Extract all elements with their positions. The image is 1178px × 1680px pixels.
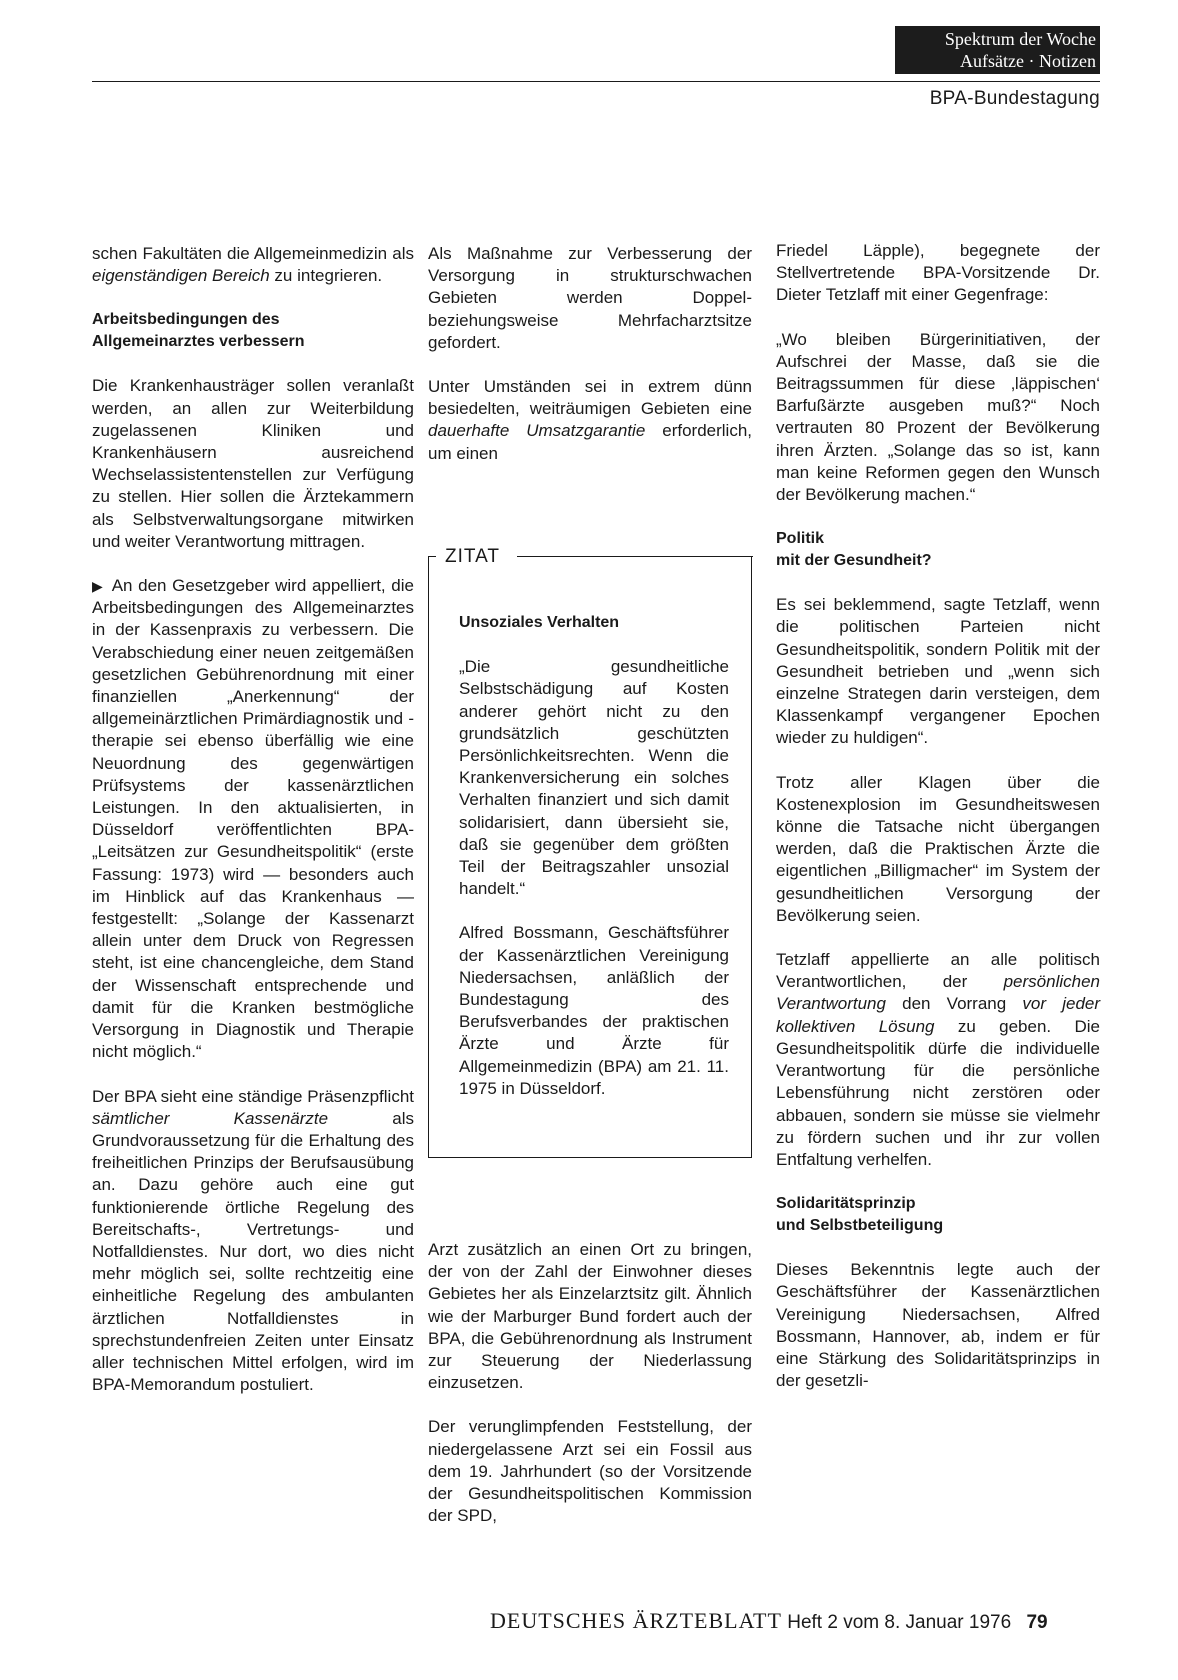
quote-box bbox=[428, 546, 752, 1158]
text: zu geben. Die Gesundheitspolitik dürfe die individuelle Verantwortung für die persönliche Lebensführung nicht zerstören oder abbauen, sondern sie müsse sie vielmehr zu fördern suchen und ihr zur vollen Entfaltung verhelfen. bbox=[776, 1016, 1100, 1169]
text: erforderlich, um einen bbox=[428, 421, 753, 463]
quote-text: „Die gesundheitliche Selbstschädigung auf Kosten anderer gehört nicht zu den grundsätzlich geschützten Persönlichkeitsrechten. Wenn die Krankenversicherung ein solches Verhalten finanziert und sich damit solidarisiert, dann übersieht sie, daß sie gegenüber dem größten Teil der Beitragszahler unsozial handelt.“ bbox=[459, 657, 729, 899]
quote-frame-top-right bbox=[517, 556, 753, 557]
column-2-top bbox=[428, 243, 752, 487]
paragraph bbox=[776, 949, 1100, 1171]
column-1 bbox=[92, 243, 414, 1418]
header-rule bbox=[92, 81, 1100, 82]
paragraph: Trotz aller Klagen über die Kostenexplosion im Gesundheitswesen könne die Tatsache nicht übergangen werden, daß die Praktischen Ärzte die eigentlichen „Billigmacher“ im System der gesundheitlichen Versorgung der Bevölkerung seien. bbox=[776, 772, 1100, 925]
quote-title: Unsoziales Verhalten bbox=[459, 614, 620, 631]
section-label bbox=[895, 26, 1100, 74]
quote-frame-top-left bbox=[428, 556, 436, 557]
paragraph: Friedel Läpple), begegnete der Stellvertretende BPA-Vorsitzende Dr. Dieter Tetzlaff mit einer Gegenfrage: bbox=[776, 241, 1100, 305]
paragraph bbox=[92, 575, 414, 1063]
subheading-line: und Selbstbeteiligung bbox=[776, 1217, 944, 1235]
text: als Grundvoraussetzung für die Erhaltung des freiheitlichen Prinzips der Berufsausübung an. Dazu gehöre auch eine gut funktionierende örtliche Regelung des Bereitschafts-, Vertretungs- und Notfalldienstes. Nur dort, wo dies nicht mehr möglich sei, sollte rechtzeitig eine einheitliche Regelung des ambulanten ärztlichen Notfalldienstes in sprechstundenfreien Zeiten unter Einsatz aller technischen Mittel erfolgen, wird im BPA-Memorandum postuliert. bbox=[92, 1108, 414, 1395]
paragraph bbox=[428, 376, 752, 465]
magazine-name: DEUTSCHES ÄRZTEBLATT bbox=[490, 1608, 782, 1633]
text: Unter Umständen sei in extrem dünn besiedelten, weiträumigen Gebieten eine bbox=[428, 377, 752, 419]
paragraph: „Wo bleiben Bürgerinitiativen, der Aufschrei der Masse, daß sie die Beitragssummen für diese ‚läppischen‘ Barfußärzte ausgeben muß?“ Noch vertrauten 80 Prozent der Bevölkerung ihren Ärzten. „Solange das so ist, kann man keine Reformen gegen den Wunsch der Bevölkerung machen.“ bbox=[776, 329, 1100, 505]
quote-label: ZITAT bbox=[441, 547, 504, 567]
quote-content bbox=[459, 612, 729, 1122]
subheading-line: Solidaritätsprinzip bbox=[776, 1195, 916, 1213]
text: An den Gesetzgeber wird appelliert, die Arbeitsbedingungen des Allgemeinarztes in der Kassenpraxis zu verbessern. Die Verabschiedung einer neuen zeitgemäßen gesetzlichen Gebührenordnung mit einer finanziellen „Anerkennung“ der allgemeinärztlichen Primärdiagnostik und -therapie sei ebenso überfällig wie eine Neuordnung des gegenwärtigen Prüfsystems der kassenärztlichen Leistungen. In den aktualisierten, in Düsseldorf veröffentlichten BPA-„Leitsätzen zur Gesundheitspolitik“ (erste Fassung: 1973) wird — besonders auch im Hinblick auf das Krankenhaus — festgestellt: „Solange der Kassenarzt allein unter dem Druck von Regressen steht, ist eine chancengleiche, dem Stand der Wissenschaft entsprechende und damit für die Kranken bestmögliche Versorgung in Diagnostik und Therapie nicht möglich.“ bbox=[92, 576, 414, 1062]
emphasis: dauerhafte Umsatzgarantie bbox=[428, 421, 646, 441]
subheading-line: mit der Gesundheit? bbox=[776, 552, 932, 570]
text: Der BPA sieht eine ständige Präsenzpflicht bbox=[92, 1086, 414, 1106]
subheading bbox=[776, 1193, 1100, 1237]
paragraph bbox=[92, 243, 414, 287]
section-label-line1: Spektrum der Woche bbox=[944, 29, 1096, 49]
emphasis: persönlichen Verantwortung bbox=[776, 972, 1100, 1014]
text: den Vorrang bbox=[885, 994, 1023, 1014]
paragraph: Der verunglimpfenden Feststellung, der niedergelassene Arzt sei ein Fossil aus dem 19. Jahrhundert (so der Vorsitzende der Gesundheitspolitischen Kommission der SPD, bbox=[428, 1417, 752, 1526]
emphasis: vor jeder kollektiven Lösung bbox=[776, 994, 1101, 1036]
paragraph: Die Krankenhausträger sollen veranlaßt werden, an allen zur Weiterbildung zugelassenen Kliniken und Krankenhäusern ausreichend Wechselassistentenstellen zur Verfügung zu stellen. Hier sollen die Ärztekammern als Selbstverwaltungsorgane mitwirken und weiter Verantwortung mittragen. bbox=[92, 376, 414, 551]
paragraph: Arzt zusätzlich an einen Ort zu bringen, der von der Zahl der Einwohner dieses Gebietes her als Einzelarztsitz gilt. Ähnlich wie der Marburger Bund fordert auch der BPA, die Gebührenordnung als Instrument zur Steuerung der Niederlassung einzusetzen. bbox=[428, 1240, 752, 1393]
quote-source: Alfred Bossmann, Geschäftsführer der Kassenärztlichen Vereinigung Niedersachsen, anläßlich der Bundestagung des Berufsverbandes der praktischen Ärzte und Ärzte für Allgemeinmedizin (BPA) am 21. 11. 1975 in Düsseldorf. bbox=[459, 923, 729, 1098]
subheading bbox=[92, 309, 414, 353]
text: zu integrieren. bbox=[269, 266, 383, 286]
paragraph: Als Maßnahme zur Verbesserung der Versorgung in strukturschwachen Gebieten werden Doppel- beziehungsweise Mehrfacharztsitze gefordert. bbox=[428, 244, 752, 352]
paragraph: Es sei beklemmend, sagte Tetzlaff, wenn die politischen Parteien nicht Gesundheitspolitik, sondern Politik mit der Gesundheit betrieben und „wenn sich einzelne Strategen darin versteigen, dem Klassenkampf vergangener Epochen wieder zu huldigen“. bbox=[776, 595, 1100, 748]
topic-title: BPA-Bundestagung bbox=[929, 88, 1100, 109]
column-2-bottom bbox=[428, 1239, 752, 1549]
text: Tetzlaff appellierte an alle politisch Verantwortlichen, der bbox=[776, 950, 1100, 992]
column-3 bbox=[776, 240, 1100, 1414]
bullet-arrow-icon: ▶ bbox=[92, 578, 104, 595]
paragraph bbox=[92, 1086, 414, 1397]
subheading-line: Politik bbox=[776, 530, 825, 548]
emphasis: sämtlicher Kassenärzte bbox=[92, 1108, 329, 1128]
issue-info: Heft 2 vom 8. Januar 1976 bbox=[787, 1612, 1012, 1633]
paragraph: Dieses Bekenntnis legte auch der Geschäftsführer der Kassenärztlichen Vereinigung Niedersachsen, Alfred Bossmann, Hannover, ab, indem er für eine Stärkung des Solidaritätsprinzips in der gesetzli- bbox=[776, 1260, 1100, 1391]
subheading-line: Arbeitsbedingungen des bbox=[92, 311, 280, 329]
subheading bbox=[776, 528, 1100, 572]
page-number: 79 bbox=[1026, 1612, 1048, 1633]
section-label-line2: Aufsätze · Notizen bbox=[960, 51, 1096, 71]
text: schen Fakultäten die Allgemeinmedizin als bbox=[92, 244, 414, 263]
emphasis: eigenständigen Bereich bbox=[92, 266, 270, 286]
page-footer bbox=[490, 1608, 1048, 1634]
subheading-line: Allgemeinarztes verbessern bbox=[92, 333, 305, 351]
